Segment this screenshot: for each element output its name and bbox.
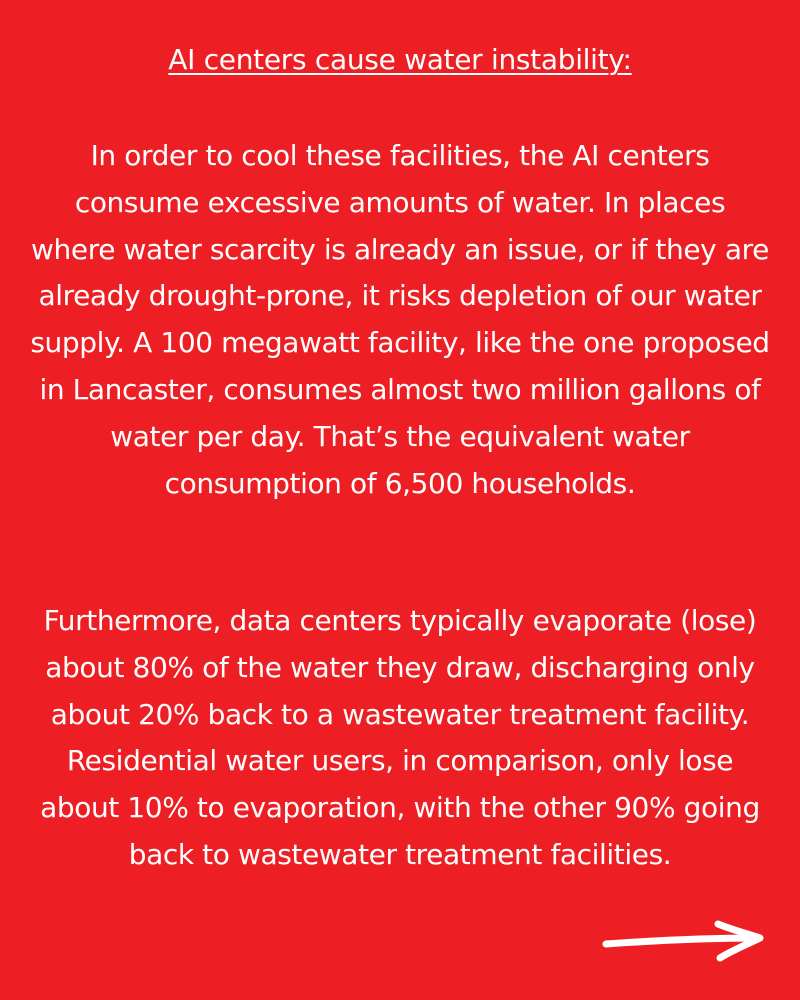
slide-title: AI centers cause water instability: — [168, 43, 632, 76]
paragraph-evaporation: Furthermore, data centers typically evaporate (lose) about 80% of the water they draw, discharging only about 20% back to a wastewater treatment facility. Residential water users, in comparison, only lose about 10% to evaporation, with the other 90% going back to wastewater treatment facilities. — [40, 604, 760, 871]
paragraph-water-consumption: In order to cool these facilities, the AI centers consume excessive amounts of water. In places where water scarcity is already an issue, or if they are already drought-prone, it risks depletion of our water supply. A 100 megawatt facility, like the one proposed in Lancaster, consumes almost two million gallons of water per day. That’s the equivalent water consumption of 6,500 households. — [30, 139, 770, 500]
arrow-right-icon[interactable] — [598, 916, 768, 964]
